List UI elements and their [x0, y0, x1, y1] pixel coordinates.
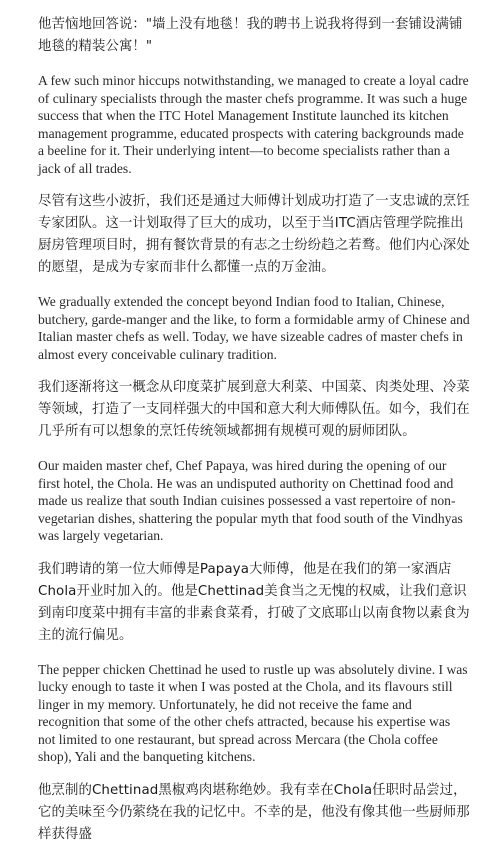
paragraph-zh-5: 他烹制的Chettinad黑椒鸡肉堪称绝妙。我有幸在Chola任职时品尝过，它的美味至今仍萦绕在我的记忆中。不幸的是，他没有像其他一些厨师那样获得盛 — [38, 782, 470, 842]
paragraph-en-2: We gradually extended the concept beyond Indian food to Italian, Chinese, butchery, garde-manger and the like, to form a formidable army of Chinese and Italian master chefs as well. Today, we have sizeable cadres of master chefs in almost every conceivable culinary tradition. — [38, 294, 470, 362]
paragraph-zh-3: 我们逐渐将这一概念从印度菜扩展到意大利菜、中国菜、肉类处理、冷菜等领域，打造了一支同样强大的中国和意大利大师傅队伍。如今，我们在几乎所有可以想象的烹饪传统领域都拥有规模可观的厨师团队。 — [38, 380, 470, 439]
paragraph-en-3: Our maiden master chef, Chef Papaya, was hired during the opening of our first hotel, the Chola. He was an undisputed authority on Chettinad food and made us realize that south Indian cuisines possessed a vast repertoire of non-vegetarian dishes, shattering the popular myth that food south of the Vindhyas was largely vegetarian. — [38, 458, 463, 543]
paragraph-en-1: A few such minor hiccups notwithstanding, we managed to create a loyal cadre of culinary specialists through the master chefs programme. It was such a huge success that when the ITC Hotel Management Institute launched its kitchen management programme, educated prospects with catering backgrounds made a beeline for it. Their underlying intent—to become specialists rather than a jack of all trades. — [38, 73, 469, 176]
paragraph-zh-4: 我们聘请的第一位大师傅是Papaya大师傅，他是在我们的第一家酒店Chola开业时加入的。他是Chettinad美食当之无愧的权威，让我们意识到南印度菜中拥有丰富的非素食菜肴，打破了文底耶山以南食物以素食为主的流行偏见。 — [38, 561, 470, 643]
paragraph-zh-2: 尽管有这些小波折，我们还是通过大师傅计划成功打造了一支忠诚的烹饪专家团队。这一计划取得了巨大的成功，以至于当ITC酒店管理学院推出厨房管理项目时，拥有餐饮背景的有志之士纷纷趋之若鹜。他们内心深处的愿望，是成为专家而非什么都懂一点的万金油。 — [38, 194, 470, 275]
paragraph-en-4: The pepper chicken Chettinad he used to rustle up was absolutely divine. I was lucky enough to taste it when I was posted at the Chola, and its flavours still linger in my memory. Unfortunately, he did not receive the fame and recognition that some of the other chefs attracted, because his expertise was not limited to one restaurant, but spread across Mercara (the Chola coffee shop), Yali and the banqueting kitchens. — [38, 661, 468, 764]
paragraph-zh-1: 他苦恼地回答说："墙上没有地毯！我的聘书上说我将得到一套铺设满铺地毯的精装公寓！" — [38, 17, 463, 54]
